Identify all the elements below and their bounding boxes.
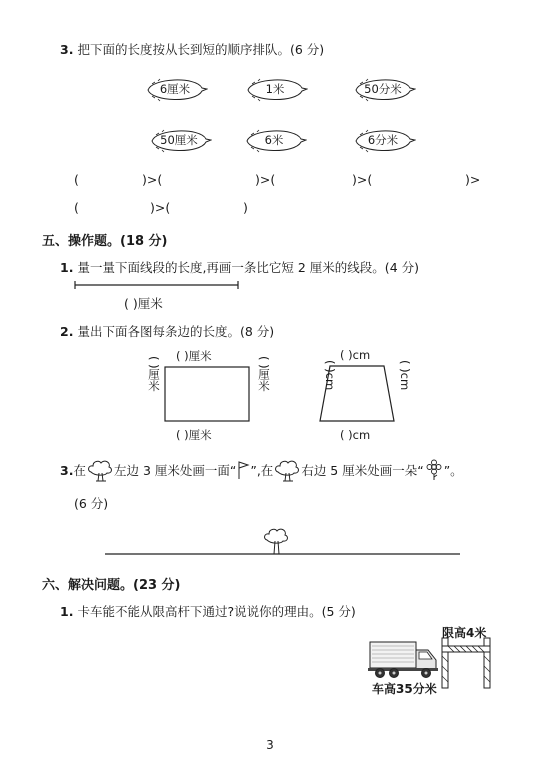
- rect-left-label: ( )厘米: [147, 356, 161, 392]
- rectangle-shape: [164, 366, 250, 422]
- q3-number: 3.: [60, 42, 74, 57]
- rect-bottom-label: ( )厘米: [176, 428, 212, 442]
- s6-q1-line: [60, 602, 356, 620]
- section-6-title: 六、解决问题。(23 分): [42, 578, 181, 593]
- leaf-card-4: [148, 127, 210, 153]
- s5-q1-line: [60, 258, 419, 276]
- s5-q3-t1: 在: [73, 463, 86, 478]
- blank-open: (: [74, 172, 79, 187]
- s5-q1-answer: ( )厘米: [124, 296, 163, 311]
- trap-left-label: ( )cm: [323, 360, 337, 391]
- s6-q1-number: 1.: [60, 604, 74, 619]
- blank-sep: )>(: [255, 172, 276, 187]
- s5-q3-t4: 右边 5 厘米处画一朵“: [301, 463, 424, 478]
- s5-q2-line: [60, 322, 274, 340]
- flag-icon: [236, 460, 250, 480]
- trap-right-label: ( )cm: [398, 360, 412, 391]
- height-limit-gantry: [436, 636, 496, 690]
- tree-icon: [273, 458, 301, 482]
- leaf-card-6: [352, 127, 414, 153]
- truck-height-label: 车高35分米: [372, 682, 437, 696]
- leaf-text: 50分米: [364, 82, 402, 96]
- leaf-text: 6厘米: [159, 82, 191, 96]
- q3-text: 把下面的长度按从长到短的顺序排队。(6 分): [77, 42, 325, 57]
- truck-icon: [366, 638, 442, 680]
- tree-icon: [86, 458, 114, 482]
- tree-icon: [265, 529, 288, 554]
- ground-line-with-tree: [104, 524, 462, 558]
- rect-right-label: ( )厘米: [257, 356, 271, 392]
- height-limit-sign: 限高4米: [442, 626, 487, 640]
- leaf-card-1: [144, 76, 206, 102]
- blank-close: ): [243, 200, 248, 215]
- s5-q3-t5: ”。: [443, 463, 463, 478]
- s5-q3-line: [60, 458, 463, 482]
- flower-icon: [424, 459, 444, 481]
- s5-q3-t2: 左边 3 厘米处画一面“: [113, 463, 237, 478]
- blank-sep: )>: [465, 172, 481, 187]
- s5-q2-text: 量出下面各图每条边的长度。(8 分): [77, 324, 275, 339]
- trap-bottom-label: ( )cm: [340, 428, 371, 442]
- leaf-card-5: [243, 127, 305, 153]
- leaf-text: 1米: [265, 82, 285, 96]
- blank-open: (: [74, 200, 79, 215]
- s6-q1-text: 卡车能不能从限高杆下通过?说说你的理由。(5 分): [77, 604, 356, 619]
- blank-sep: )>(: [150, 200, 171, 215]
- q3-line: [60, 40, 324, 58]
- blank-sep: )>(: [352, 172, 373, 187]
- rect-top-label: ( )厘米: [176, 349, 212, 363]
- s5-q1-text: 量一量下面线段的长度,再画一条比它短 2 厘米的线段。(4 分): [77, 260, 419, 275]
- leaf-text: 50厘米: [160, 133, 198, 147]
- section-5-title: 五、操作题。(18 分): [42, 234, 168, 249]
- s5-q2-number: 2.: [60, 324, 74, 339]
- page-number: 3: [266, 738, 274, 752]
- s5-q3-number: 3.: [60, 462, 74, 478]
- s5-q3-t3: ”,在: [250, 463, 274, 478]
- s5-q3-score: (6 分): [74, 496, 109, 511]
- blank-sep: )>(: [142, 172, 163, 187]
- s5-q1-number: 1.: [60, 260, 74, 275]
- leaf-text: 6分米: [367, 133, 399, 147]
- leaf-card-2: [244, 76, 306, 102]
- trap-top-label: ( )cm: [340, 348, 371, 362]
- leaf-text: 6米: [264, 133, 284, 147]
- measure-segment: [74, 281, 240, 289]
- leaf-card-3: [352, 76, 414, 102]
